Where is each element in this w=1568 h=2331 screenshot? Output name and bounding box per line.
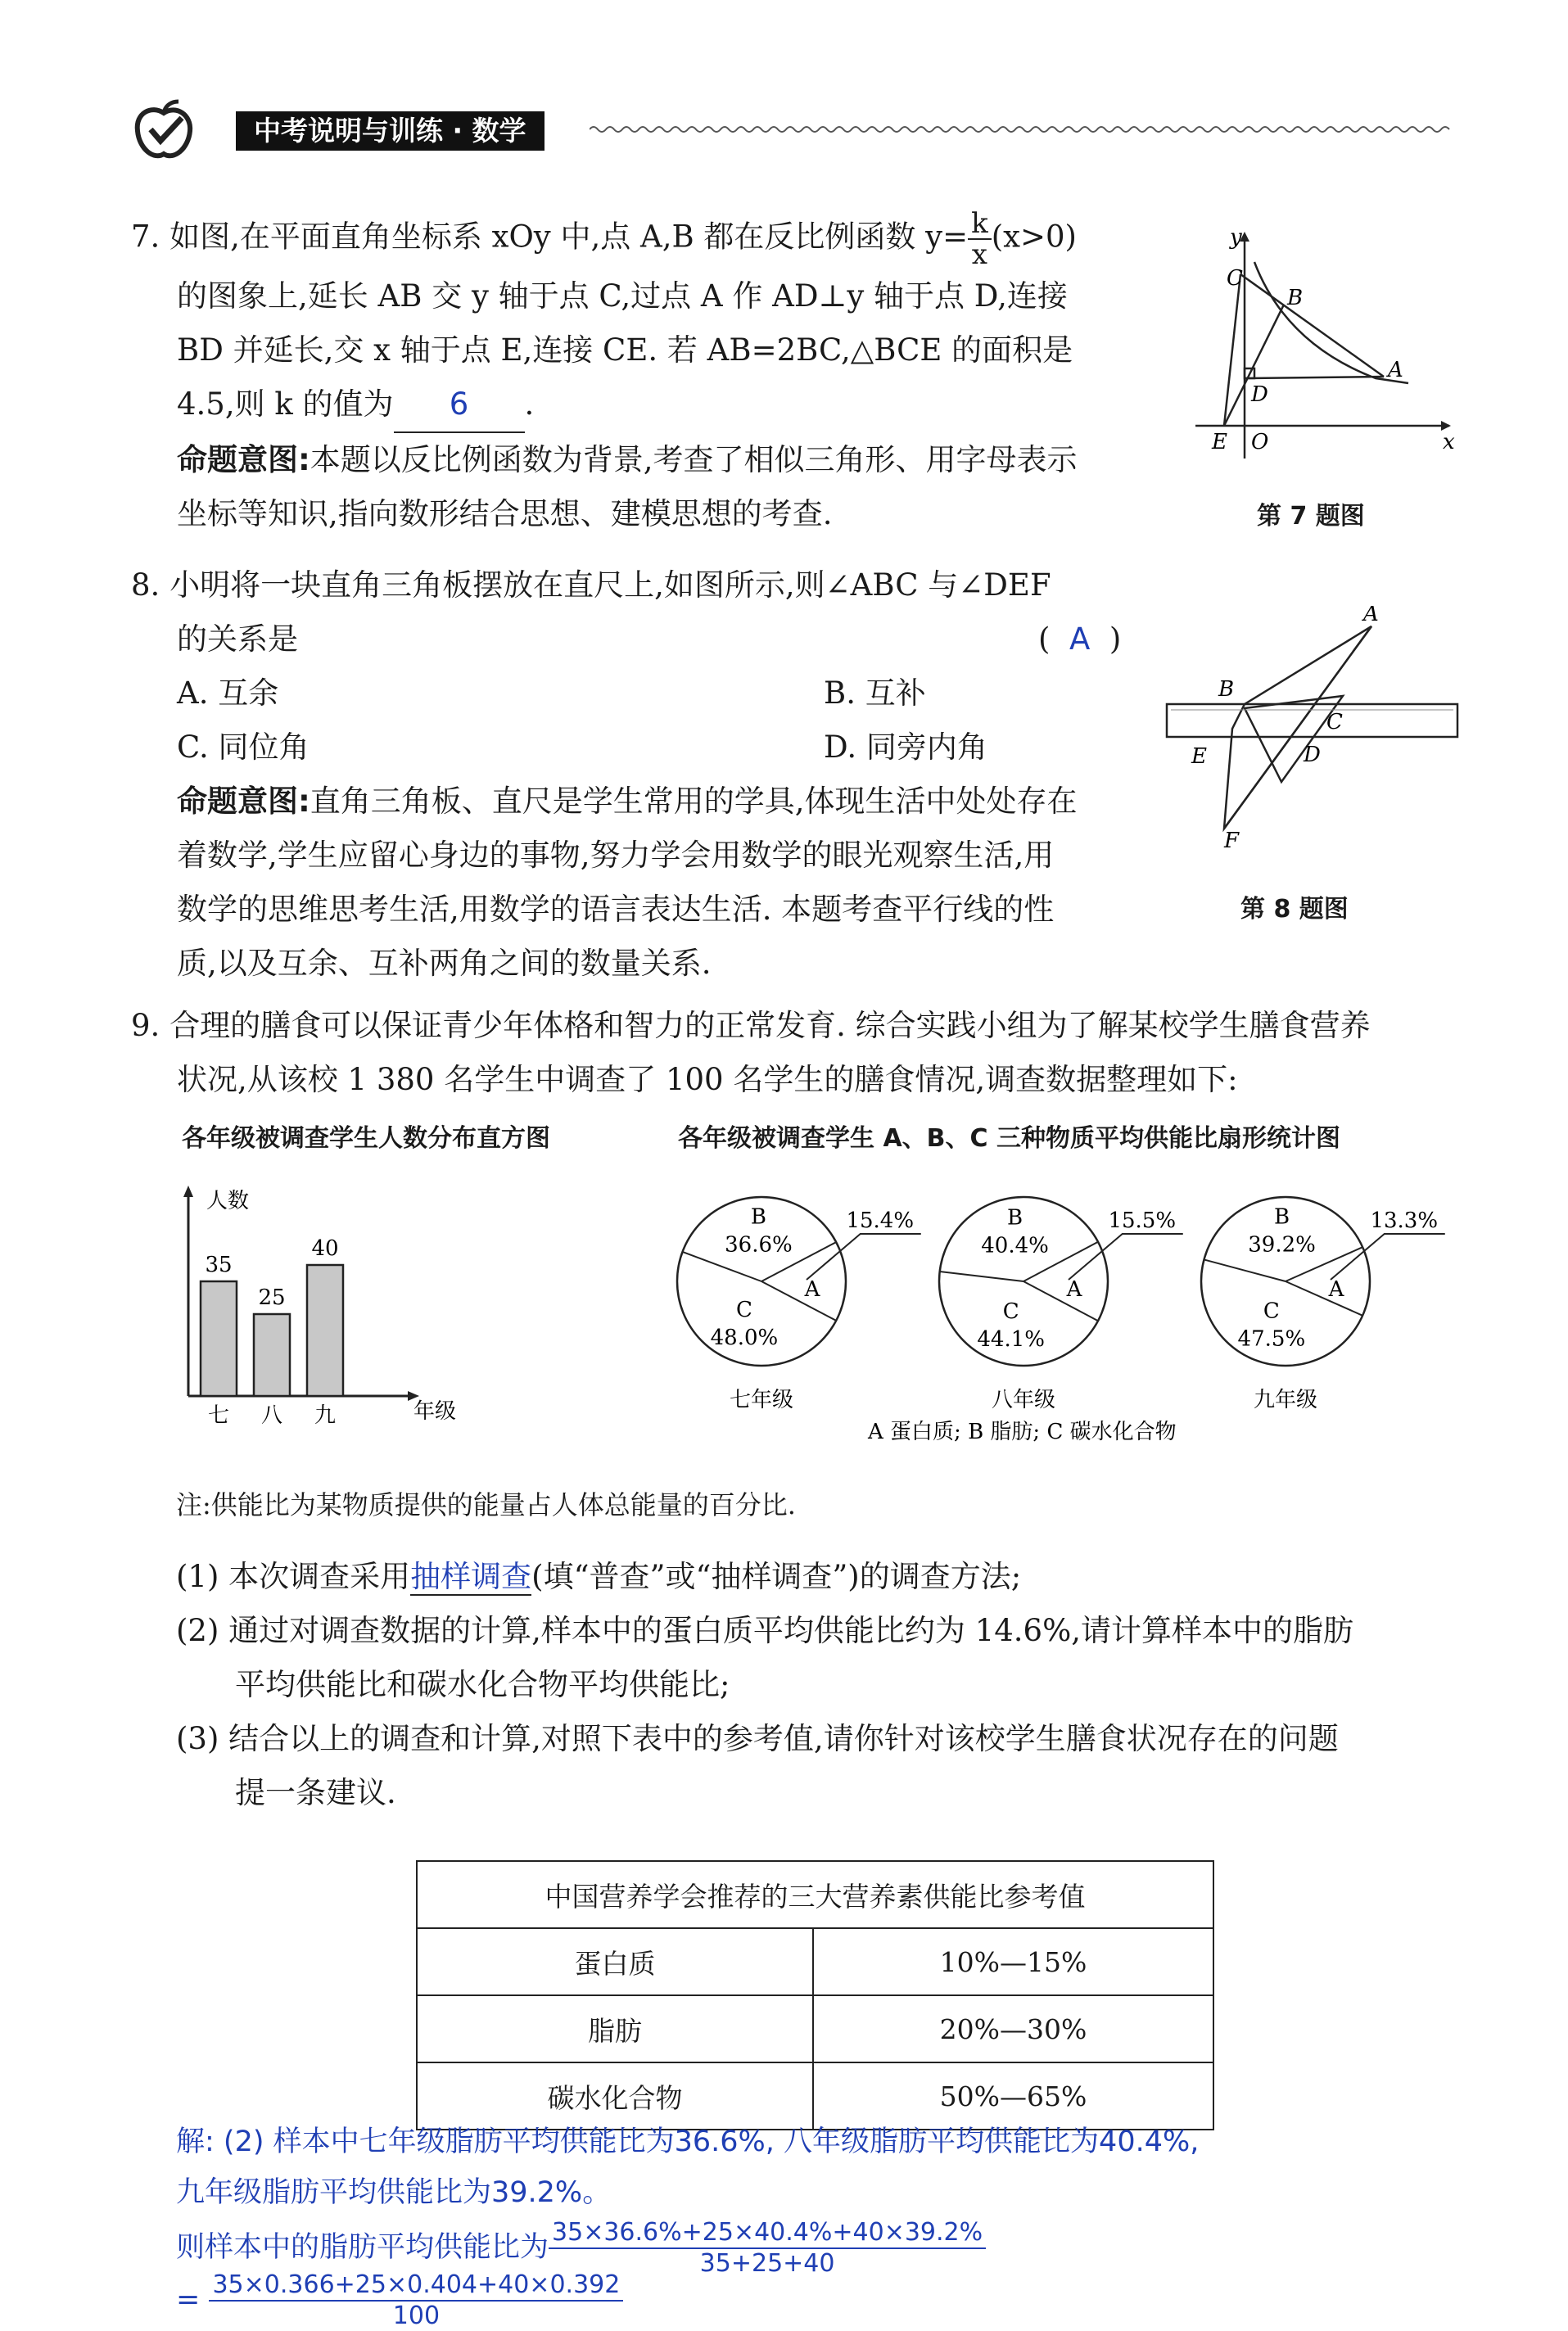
pie-slice-divider	[1023, 1281, 1098, 1321]
hist-bar-value: 35	[205, 1253, 233, 1277]
table-row: 碳水化合物 50%—65%	[417, 2062, 1213, 2130]
pie-slice-label: B	[750, 1204, 766, 1230]
pie-slice-label: C	[1002, 1299, 1019, 1325]
pie-slice-label: B	[1274, 1204, 1290, 1230]
svg-text:E: E	[1212, 430, 1227, 454]
solution-line3: 则样本中的脂肪平均供能比为 $\frac{35\times 36.6\%+25\times 40.4\%+40\times 39.2\%}{35+25+40}$	[176, 2218, 1519, 2270]
q8-option-d: D. 同旁内角	[824, 730, 987, 765]
hyperbola-curve	[1254, 262, 1408, 383]
solution-line1: 解: (2) 样本中七年级脂肪平均供能比为36.6%, 八年级脂肪平均供能比为40.4%,	[176, 2125, 1200, 2158]
line-DA	[1245, 377, 1384, 378]
apple-logo-icon	[131, 98, 197, 164]
q8-answer-paren: ( A )	[1038, 621, 1122, 657]
pie-slice-label: C	[1263, 1299, 1280, 1324]
q9-part1: (1) 本次调查采用抽样调查(填“普查”或“抽样调查”)的调查方法;	[176, 1559, 1022, 1594]
q9-part2: (2) 通过对调查数据的计算,样本中的蛋白质平均供能比约为 14.6%,请计算样本中的脂肪	[176, 1613, 1353, 1648]
pie-leader-line	[1069, 1234, 1183, 1280]
q7-line4: 4.5,则 k 的值为 6 .	[131, 377, 1171, 433]
q7-line2: 的图象上,延长 AB 交 y 轴于点 C,过点 A 作 AD⊥y 轴于点 D,连接	[177, 278, 1068, 314]
svg-text:B: B	[1218, 677, 1235, 702]
hist-tick-label: 九	[314, 1403, 337, 1425]
q8-options-row2	[131, 721, 1146, 775]
q9-line1: 9. 合理的膳食可以保证青少年体格和智力的正常发育. 综合实践小组为了解某校学生膳食营养	[131, 1008, 1371, 1043]
pie-slice-divider	[1204, 1259, 1286, 1281]
pie-slice-label: A	[1328, 1277, 1344, 1302]
q8-figure-caption: 第 8 题图	[1240, 895, 1349, 924]
hist-bar	[307, 1265, 343, 1396]
pie-value-label: 15.5%	[1108, 1208, 1177, 1233]
q8-answer: A	[1069, 621, 1091, 657]
q7-intent-2: 坐标等知识,指向数形结合思想、建模思想的考查.	[177, 496, 833, 531]
table-row: 脂肪 20%—30%	[417, 1995, 1213, 2062]
pie-slice-divider	[940, 1272, 1023, 1281]
svg-text:C: C	[1326, 710, 1343, 734]
q8-figure	[1163, 606, 1466, 852]
q8-intent: 命题意图:直角三角板、直尺是学生常用的学具,体现生活中处处存在	[177, 784, 1078, 819]
hist-title: 各年级被调查学生人数分布直方图	[182, 1124, 550, 1153]
svg-text:C: C	[1227, 266, 1243, 291]
hist-bar-value: 40	[311, 1236, 339, 1261]
line-EB	[1224, 305, 1284, 426]
hist-tick-label: 八	[260, 1403, 283, 1425]
hist-bar	[201, 1281, 237, 1396]
q8-options-row1	[131, 666, 1146, 721]
pie-value-label: 36.6%	[725, 1232, 793, 1258]
q8-option-c: C. 同位角	[177, 730, 310, 765]
q8-line1: 8. 小明将一块直角三角板摆放在直尺上,如图所示,则∠ABC 与∠DEF	[131, 567, 1051, 603]
svg-text:D: D	[1251, 382, 1268, 407]
hist-tick-label: 七	[207, 1403, 230, 1425]
question-7	[131, 209, 1171, 541]
book-title: 中考说明与训练 · 数学	[236, 111, 545, 151]
solution	[176, 2116, 1519, 2331]
question-8: 8. 小明将一块直角三角板摆放在直尺上,如图所示,则∠ABC 与∠DEF 的关系是 ( A ) A. 互余 B. 互补 C. 同位角 D. 同旁内角 命题意图:直角三角板、直尺是学生常用的学具,体现生活中处处存在 着数学,学生应留心身边的事物,努力学会用数学的眼光观察生活,用 数学的思维思考生活,用数学的语言表达生活. 本题考查平行线的性 质,以及互余、互补两角之间的数量关系.	[131, 558, 1146, 991]
table-title: 中国营养学会推荐的三大营养素供能比参考值	[417, 1861, 1213, 1928]
line-CE	[1224, 274, 1240, 426]
pie-slice-label: A	[804, 1277, 820, 1302]
header	[131, 98, 1457, 164]
pie-value-label: 47.5%	[1237, 1326, 1306, 1352]
svg-text:x: x	[1443, 430, 1455, 454]
pie-slice-label: C	[736, 1298, 752, 1323]
q7-answer: 6	[449, 386, 469, 422]
svg-text:F: F	[1224, 829, 1240, 852]
q9-parts: (1) 本次调查采用抽样调查(填“普查”或“抽样调查”)的调查方法; (2) 通过对调查数据的计算,样本中的蛋白质平均供能比约为 14.6%,请计算样本中的脂肪 平均供能比和碳水化合物平均供能比; (3) 结合以上的调查和计算,对照下表中的参考值,请你针对该校学生膳食状况存在的问题 提一条建议.	[176, 1550, 1470, 1820]
q8-option-a: A. 互余	[177, 675, 279, 711]
pie-title: 八年级	[991, 1388, 1056, 1412]
solution-line2: 九年级脂肪平均供能比为39.2%。	[176, 2176, 612, 2209]
solution-line4: = $\frac{35\times 0.366+25\times 0.404+40\times 0.392}{100}$	[176, 2270, 1519, 2331]
pie-title: 七年级	[729, 1388, 794, 1412]
pie-slice-divider	[1286, 1281, 1362, 1316]
hist-bar	[254, 1314, 290, 1396]
header-wave-divider	[590, 121, 1457, 138]
pie-value-label: 15.4%	[846, 1208, 915, 1233]
q9-note: 注:供能比为某物质提供的能量占人体总能量的百分比.	[176, 1489, 796, 1520]
pie-title: 九年级	[1253, 1388, 1318, 1412]
reference-table	[416, 1860, 1214, 2130]
svg-text:A: A	[1388, 358, 1403, 382]
table-row: 蛋白质 10%—15%	[417, 1928, 1213, 1995]
q7-figure-caption: 第 7 题图	[1257, 502, 1365, 531]
histogram-chart	[164, 1179, 475, 1425]
svg-text:y: y	[1230, 229, 1242, 250]
q8-line2: 的关系是 ( A )	[131, 612, 1146, 666]
hist-xlabel: 年级	[413, 1399, 457, 1424]
pie-legend: A 蛋白质; B 脂肪; C 碳水化合物	[868, 1420, 1177, 1444]
pie-value-label: 13.3%	[1370, 1208, 1439, 1233]
question-9	[131, 999, 1474, 1107]
svg-text:E: E	[1191, 744, 1207, 769]
pie-leader-line	[807, 1234, 921, 1280]
q8-number: 8.	[131, 567, 160, 603]
pie-leader-line	[1331, 1234, 1445, 1280]
q7-line1: 7. 如图,在平面直角坐标系 xOy 中,点 A,B 都在反比例函数 y= $\frac{k}{x}$ (x>0)	[131, 207, 1077, 271]
q7-figure	[1179, 229, 1457, 491]
q7-number: 7.	[131, 219, 160, 255]
pie-slice-label: B	[1007, 1205, 1023, 1231]
pie-value-label: 48.0%	[710, 1326, 779, 1351]
q8-option-b: B. 互补	[824, 675, 926, 711]
pie-value-label: 44.1%	[977, 1327, 1046, 1353]
line-CA	[1240, 274, 1384, 377]
pie-charts	[663, 1183, 1466, 1453]
pie-value-label: 39.2%	[1248, 1232, 1316, 1258]
triangle-inner	[1245, 696, 1343, 782]
svg-text:D: D	[1304, 743, 1321, 767]
q9-line2: 状况,从该校 1 380 名学生中调查了 100 名学生的膳食情况,调查数据整理如下:	[177, 1062, 1238, 1097]
svg-text:B: B	[1287, 286, 1304, 310]
pie-value-label: 40.4%	[981, 1233, 1049, 1258]
q9-number: 9.	[131, 1008, 160, 1043]
q7-intent: 命题意图:本题以反比例函数为背景,考查了相似三角形、用字母表示	[177, 442, 1078, 477]
pie-title: 各年级被调查学生 A、B、C 三种物质平均供能比扇形统计图	[678, 1124, 1340, 1153]
pie-slice-divider	[761, 1281, 836, 1321]
q9-part1-answer: 抽样调查	[410, 1559, 532, 1594]
svg-text:O: O	[1251, 430, 1269, 454]
q9-part3: (3) 结合以上的调查和计算,对照下表中的参考值,请你针对该校学生膳食状况存在的问题	[176, 1721, 1339, 1756]
pie-slice-label: A	[1066, 1277, 1082, 1302]
hist-ylabel: 人数	[206, 1189, 250, 1213]
svg-text:A: A	[1363, 606, 1379, 626]
q7-line3: BD 并延长,交 x 轴于点 E,连接 CE. 若 AB=2BC,△BCE 的面积是	[177, 332, 1073, 368]
hist-bar-value: 25	[258, 1285, 286, 1310]
